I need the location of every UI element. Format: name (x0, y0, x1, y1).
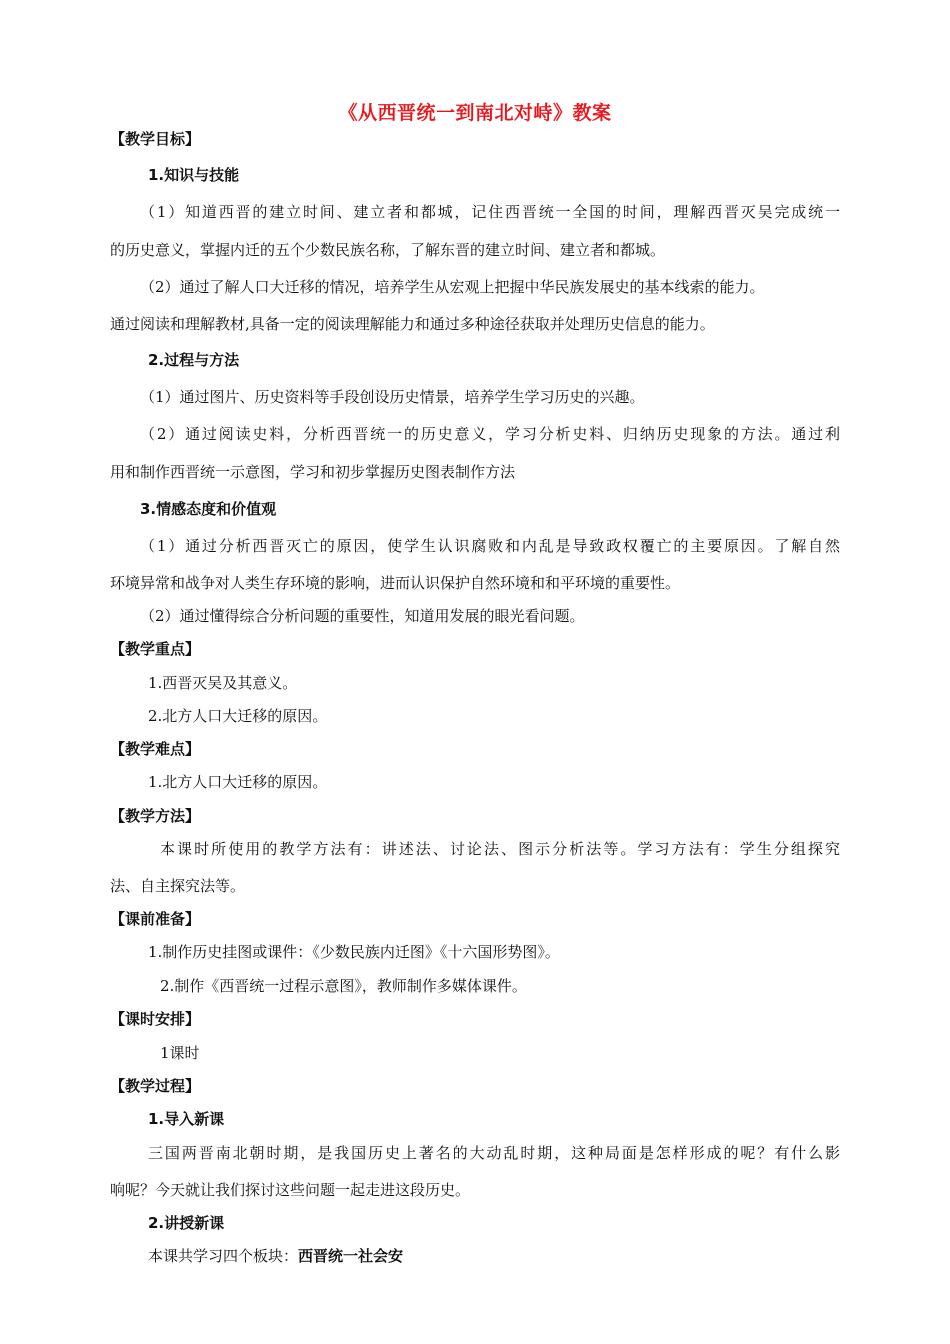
paragraph-line (148, 1246, 883, 1266)
subheading-process-method: 2.过程与方法 (148, 351, 240, 369)
schedule-value: 1课时 (160, 1044, 200, 1062)
document-title: 《从西晋统一到南北对峙》教案 (338, 102, 612, 124)
paragraph-line: （1）知道西晋的建立时间、建立者和都城，记住西晋统一全国的时间，理解西晋灭吴完成统一 (140, 203, 840, 221)
subheading-values: 3.情感态度和价值观 (140, 500, 277, 518)
paragraph-line: 本课时所使用的教学方法有：讲述法、讨论法、图示分析法等。学习方法有：学生分组探究 (160, 840, 840, 858)
list-item: 2.制作《西晋统一过程示意图》，教师制作多媒体课件。 (160, 977, 527, 995)
paragraph-line: 环境异常和战争对人类生存环境的影响，进而认识保护自然环境和和平环境的重要性。 (110, 574, 681, 592)
paragraph-lead: 本课共学习四个板块： (148, 1247, 299, 1265)
subheading-knowledge: 1.知识与技能 (148, 166, 240, 184)
section-heading-process: 【教学过程】 (110, 1077, 201, 1095)
subheading-teaching: 2.讲授新课 (148, 1214, 225, 1232)
paragraph-line: 响呢？今天就让我们探讨这些问题一起走进这段历史。 (110, 1181, 471, 1199)
paragraph-bold-text: 西晋统一社会安 (298, 1247, 404, 1265)
list-item: 1.北方人口大迁移的原因。 (148, 773, 328, 791)
section-heading-schedule: 【课时安排】 (110, 1010, 201, 1028)
paragraph-line: （2）通过阅读史料，分析西晋统一的历史意义，学习分析史料、归纳历史现象的方法。通过利 (140, 425, 840, 443)
paragraph-line: 三国两晋南北朝时期，是我国历史上著名的大动乱时期，这种局面是怎样形成的呢？有什么影 (148, 1144, 840, 1162)
paragraph-line: （2）通过懂得综合分析问题的重要性，知道用发展的眼光看问题。 (140, 607, 585, 625)
section-heading-prep: 【课前准备】 (110, 910, 201, 928)
list-item: 2.北方人口大迁移的原因。 (148, 707, 328, 725)
paragraph-line: 通过阅读和理解教材,具备一定的阅读理解能力和通过多种途径获取并处理历史信息的能力。 (110, 315, 715, 333)
list-item: 1.西晋灭吴及其意义。 (148, 674, 298, 692)
section-heading-difficulty: 【教学难点】 (110, 740, 201, 758)
paragraph-line: 法、自主探究法等。 (110, 877, 246, 895)
subheading-intro: 1.导入新课 (148, 1110, 225, 1128)
paragraph-line: （1）通过图片、历史资料等手段创设历史情景，培养学生学习历史的兴趣。 (140, 388, 645, 406)
section-heading-key: 【教学重点】 (110, 640, 201, 658)
section-heading-goals: 【教学目标】 (110, 130, 201, 148)
paragraph-line: （1）通过分析西晋灭亡的原因，使学生认识腐败和内乱是导致政权覆亡的主要原因。了解自然 (140, 537, 840, 555)
section-heading-method: 【教学方法】 (110, 807, 201, 825)
list-item: 1.制作历史挂图或课件：《少数民族内迁图》《十六国形势图》。 (148, 943, 560, 961)
paragraph-line: （2）通过了解人口大迁移的情况，培养学生从宏观上把握中华民族发展史的基本线索的能力。 (140, 278, 765, 296)
paragraph-line: 用和制作西晋统一示意图，学习和初步掌握历史图表制作方法 (110, 463, 516, 481)
paragraph-line: 的历史意义，掌握内迁的五个少数民族名称，了解东晋的建立时间、建立者和都城。 (110, 241, 666, 259)
